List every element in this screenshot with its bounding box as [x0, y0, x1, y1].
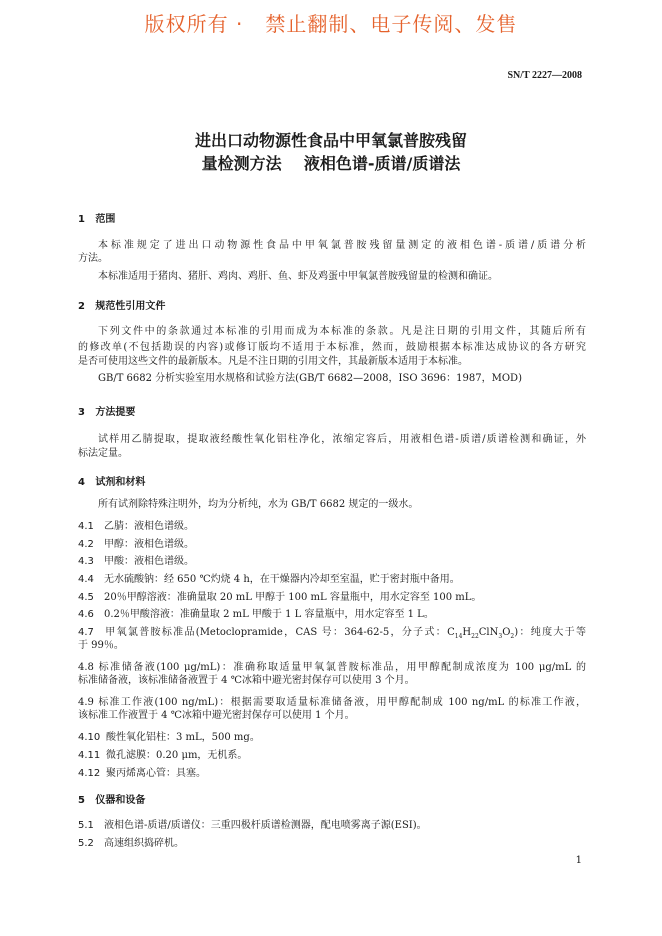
reagent-item-4-12 [78, 764, 206, 779]
item-text: 甲氧氯普胺标准品(Metoclopramide，CAS 号：364-62-5，分子式：$C_{14}H_{22}ClN_3O_2$)：纯度大于等 [104, 627, 586, 640]
item-number: 4.11 [78, 750, 101, 761]
item-number: 4.12 [78, 768, 101, 779]
item-number: 4.1 [78, 521, 94, 532]
reagents-intro: 所有试剂除特殊注明外，均为分析纯，水为 GB/T 6682 规定的一级水。 [98, 499, 419, 510]
item-text: 无水硫酸钠：经 650 ℃灼烧 4 h，在干燥器内冷却至室温，贮于密封瓶中备用。 [104, 574, 460, 585]
reagent-item-4-1 [78, 517, 194, 532]
item-text: 0.2％甲酸溶液：准确量取 2 mL 甲酸于 1 L 容量瓶中，用水定容至 1 L。 [104, 609, 434, 620]
principle-line-1: 试样用乙腈提取，提取液经酸性氧化铝柱净化，浓缩定容后，用液相色谱-质谱/质谱检测和确证，外 [98, 434, 586, 445]
reagent-item-4-9-line-2: 该标准工作液置于 4 ℃冰箱中避光密封保存可以使用 1 个月。 [78, 710, 355, 721]
item-number: 5.1 [78, 820, 94, 831]
document-title-line-2: 量检测方法 液相色谱-质谱/质谱法 [201, 154, 461, 173]
item-text: 微孔滤膜：0.20 μm，无机系。 [106, 750, 248, 761]
reagent-item-4-11 [78, 746, 247, 761]
references-line-1: 下列文件中的条款通过本标准的引用而成为本标准的条款。凡是注日期的引用文件，其随后所有 [98, 326, 586, 337]
references-line-3: 是否可使用这些文件的最新版本。凡是不注日期的引用文件，其最新版本适用于本标准。 [78, 356, 468, 367]
item-number: 5.2 [78, 838, 94, 849]
item-number: 4.3 [78, 556, 94, 567]
section-heading-method-principle: 3 方法提要 [78, 407, 136, 418]
reagent-item-4-7-continued: 于 99％。 [78, 640, 124, 651]
item-text: 乙腈：液相色谱级。 [104, 521, 194, 532]
item-number: 4.6 [78, 609, 94, 620]
reagent-item-4-4 [78, 570, 460, 585]
item-number: 4.10 [78, 732, 101, 743]
reagent-item-4-8-line-2: 标准储备液，该标准储备液置于 4 ℃冰箱中避光密封保存可以使用 3 个月。 [78, 675, 415, 686]
scope-applicability: 本标准适用于猪肉、猪肝、鸡肉、鸡肝、鱼、虾及鸡蛋中甲氧氯普胺残留量的检测和确证。 [98, 271, 498, 282]
item-number: 4.2 [78, 539, 94, 550]
scope-paragraph-line-1: 本标准规定了进出口动物源性食品中甲氧氯普胺残留量测定的液相色谱-质谱/质谱分析 [98, 240, 586, 251]
references-line-2: 的修改单(不包括勘误的内容)或修订版均不适用于本标准，然而，鼓励根据本标准达成协议的各方研究 [78, 342, 586, 353]
reference-gbt6682: GB/T 6682 分析实验室用水规格和试验方法(GB/T 6682—2008，ISO 3696：1987，MOD) [98, 373, 522, 384]
reagent-item-4-7 [78, 623, 586, 640]
item-text: 聚丙烯离心管：具塞。 [106, 768, 206, 779]
reagent-item-4-8-line-1: 4.8 标准储备液(100 μg/mL)：准确称取适量甲氧氯普胺标准品，用甲醇配制成浓度为 100 μg/mL 的 [78, 662, 586, 673]
document-title-line-1: 进出口动物源性食品中甲氧氯普胺残留 [194, 131, 467, 150]
item-text: 液相色谱-质谱/质谱仪：三重四极杆质谱检测器，配电喷雾离子源(ESI)。 [104, 820, 427, 831]
reagent-item-4-2 [78, 535, 194, 550]
item-number: 4.7 [78, 627, 94, 638]
page-number: 1 [575, 855, 582, 866]
item-number: 4.5 [78, 592, 94, 603]
item-number: 4.4 [78, 574, 94, 585]
item-text: 20％甲醇溶液：准确量取 20 mL 甲醇于 100 mL 容量瓶中，用水定容至 100 mL。 [104, 592, 482, 603]
reagent-item-4-5 [78, 588, 481, 603]
item-text: 酸性氧化铝柱：3 mL，500 mg。 [106, 732, 260, 743]
apparatus-item-5-1 [78, 816, 427, 831]
section-heading-scope: 1 范围 [78, 214, 116, 225]
reagent-item-4-10 [78, 728, 260, 743]
reagent-item-4-6 [78, 605, 434, 620]
copyright-watermark: 版权所有 · 禁止翻制、电子传阅、发售 [144, 12, 518, 36]
reagent-item-4-9-line-1: 4.9 标准工作液(100 ng/mL)：根据需要取适量标准储备液，用甲醇配制成 100 ng/mL 的标准工作液， [78, 697, 586, 708]
principle-line-2: 标法定量。 [78, 448, 128, 459]
item-text: 甲酸：液相色谱级。 [104, 556, 194, 567]
item-text: 高速组织捣碎机。 [104, 838, 184, 849]
section-heading-normative-references: 2 规范性引用文件 [78, 301, 166, 312]
reagent-item-4-3 [78, 552, 194, 567]
section-heading-apparatus: 5 仪器和设备 [78, 795, 146, 806]
section-heading-reagents: 4 试剂和材料 [78, 477, 146, 488]
item-text: 甲醇：液相色谱级。 [104, 539, 194, 550]
standard-code: SN/T 2227—2008 [507, 70, 582, 81]
scope-paragraph-line-2: 方法。 [78, 253, 108, 264]
apparatus-item-5-2 [78, 834, 184, 849]
